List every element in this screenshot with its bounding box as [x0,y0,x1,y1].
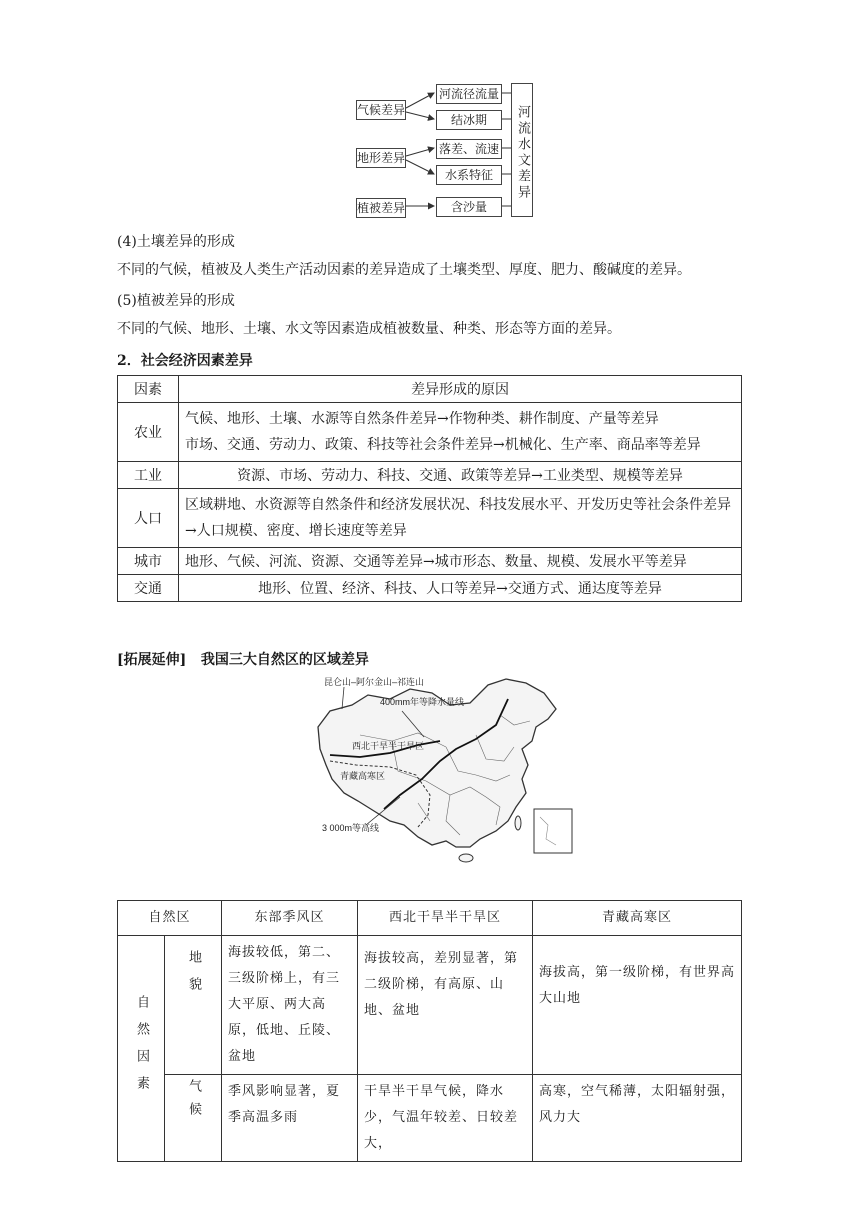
header-northwest-arid: 西北干旱半干旱区 [358,901,533,936]
reason-line: 气候、地形、土壤、水源等自然条件差异→作物种类、耕作制度、产量等差异 [185,411,659,427]
result-river-hydrology: 河流水文差异 [511,83,533,217]
cell-east-climate: 季风影响显著，夏季高温多雨 [222,1075,358,1162]
label-northwest-region: 西北干旱半干旱区 [352,741,425,751]
cell-plateau-climate: 高寒，空气稀薄，太阳辐射强，风力大 [533,1075,742,1162]
effect-runoff: 河流径流量 [436,84,502,104]
south-sea-inset [534,809,572,853]
factor-label: 地貌 [186,950,201,1004]
table-row [118,575,742,602]
row-reason [179,403,742,462]
socio-factor-table [117,375,742,602]
vegetation-text: 不同的气候、地形、土壤、水文等因素造成植被数量、种类、形态等方面的差异。 [117,321,621,337]
header-east-monsoon: 东部季风区 [222,901,358,936]
table-row [118,548,742,575]
hainan-island [459,854,473,862]
cause-vegetation: 植被差异 [356,198,406,218]
label-contour: 3 000m等高线 [322,823,380,833]
table-header-row [118,901,742,936]
cell-northwest-climate: 干旱半干旱气候，降水少，气温年较差、日较差大， [358,1075,533,1162]
table-header-row [118,376,742,403]
row-reason: 资源、市场、劳动力、科技、交通、政策等差异→工业类型、规模等差异 [179,462,742,489]
label-isohyet: 400mm年等降水量线 [380,697,465,707]
effect-freeze: 结冰期 [436,110,502,130]
diagram-arrows [0,0,860,230]
row-factor: 农业 [118,403,179,462]
soil-text: 不同的气候，植被及人类生产活动因素的差异造成了土壤类型、厚度、肥力、酸碱度的差异。 [117,262,691,278]
cell-east-landform: 海拔较低，第二、三级阶梯上，有三大平原、两大高原，低地、丘陵、盆地 [222,936,358,1075]
extension-heading [117,649,369,669]
effect-water-system: 水系特征 [436,165,502,185]
reason-line: 市场、交通、劳动力、政策、科技等社会条件差异→机械化、生产率、商品率等差异 [185,437,701,453]
effect-drop-speed: 落差、流速 [436,139,502,159]
cell-northwest-landform: 海拔较高，差别显著，第二级阶梯，有高原、山地、盆地 [358,936,533,1075]
china-regions-map [300,675,590,865]
row-factor: 交通 [118,575,179,602]
label-mountains: 昆仑山–阿尔金山–祁连山 [324,677,425,687]
table-row [118,936,742,1075]
vegetation-title: (5)植被差异的形成 [117,293,235,309]
effect-sediment: 含沙量 [436,197,502,217]
header-factor: 因素 [118,376,179,403]
group-natural-factors [118,936,165,1162]
table-row [118,403,742,462]
cause-climate: 气候差异 [356,100,406,120]
header-reason: 差异形成的原因 [179,376,742,403]
row-reason: 区域耕地、水资源等自然条件和经济发展状况、科技发展水平、开发历史等社会条件差异→人口规模、密度、增长速度等差异 [179,489,742,548]
cell-plateau-landform: 海拔高，第一级阶梯，有世界高大山地 [533,936,742,1075]
taiwan-island [515,816,521,830]
row-factor: 人口 [118,489,179,548]
row-factor: 城市 [118,548,179,575]
soil-title: (4)土壤差异的形成 [117,234,235,250]
row-reason: 地形、位置、经济、科技、人口等差异→交通方式、通达度等差异 [179,575,742,602]
socio-heading: 2．社会经济因素差异 [117,353,253,369]
header-region: 自然区 [118,901,222,936]
cause-terrain: 地形差异 [356,148,406,168]
header-qingzang-plateau: 青藏高寒区 [533,901,742,936]
row-factor-climate [165,1075,222,1162]
extension-tag: [拓展延伸] [117,652,187,668]
row-reason: 地形、气候、河流、资源、交通等差异→城市形态、数量、规模、发展水平等差异 [179,548,742,575]
label-plateau-region: 青藏高寒区 [340,771,386,781]
row-factor-landform [165,936,222,1075]
natural-regions-table [117,900,742,1162]
row-factor: 工业 [118,462,179,489]
table-row [118,1075,742,1162]
extension-title: 我国三大自然区的区域差异 [200,652,369,668]
table-row [118,489,742,548]
group-label: 自然因素 [134,994,149,1103]
table-row [118,462,742,489]
factor-label: 气候 [186,1079,201,1125]
